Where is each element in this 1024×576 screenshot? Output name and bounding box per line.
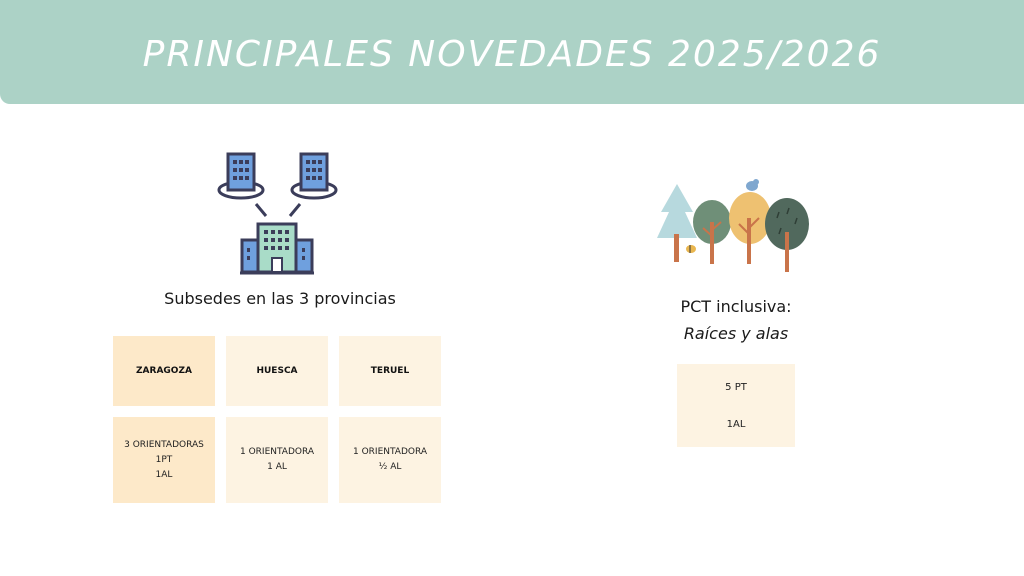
- title-banner: [0, 0, 1024, 104]
- header-zaragoza: ZARAGOZA: [113, 336, 215, 406]
- header-huesca: HUESCA: [226, 336, 328, 406]
- cell-line: 1 ORIENTADORA: [352, 447, 427, 457]
- pct-box: [677, 364, 795, 447]
- subsedes-caption: Subsedes en las 3 provincias: [164, 289, 396, 308]
- header-teruel: TERUEL: [339, 336, 441, 406]
- cell-line: 1 ORIENTADORA: [239, 447, 314, 457]
- cell-line: 3 ORIENTADORAS: [124, 439, 204, 450]
- pct-box-line2: 1AL: [726, 418, 746, 430]
- cell-huesca: [226, 417, 328, 503]
- cell-line: ½ AL: [378, 462, 402, 472]
- buildings-network-icon: [210, 148, 350, 278]
- cell-line: 1 AL: [267, 462, 287, 472]
- cell-teruel: [339, 417, 441, 503]
- cell-line: 1PT: [155, 454, 173, 465]
- page-title: PRINCIPALES NOVEDADES 2025/2026: [142, 34, 882, 75]
- pct-caption-line1: PCT inclusiva:: [680, 297, 792, 316]
- cell-line: 1AL: [155, 469, 173, 480]
- pct-box-line1: 5 PT: [725, 381, 747, 393]
- pct-caption-line2: Raíces y alas: [683, 324, 789, 343]
- trees-illustration-icon: [655, 172, 817, 274]
- cell-zaragoza: [113, 417, 215, 503]
